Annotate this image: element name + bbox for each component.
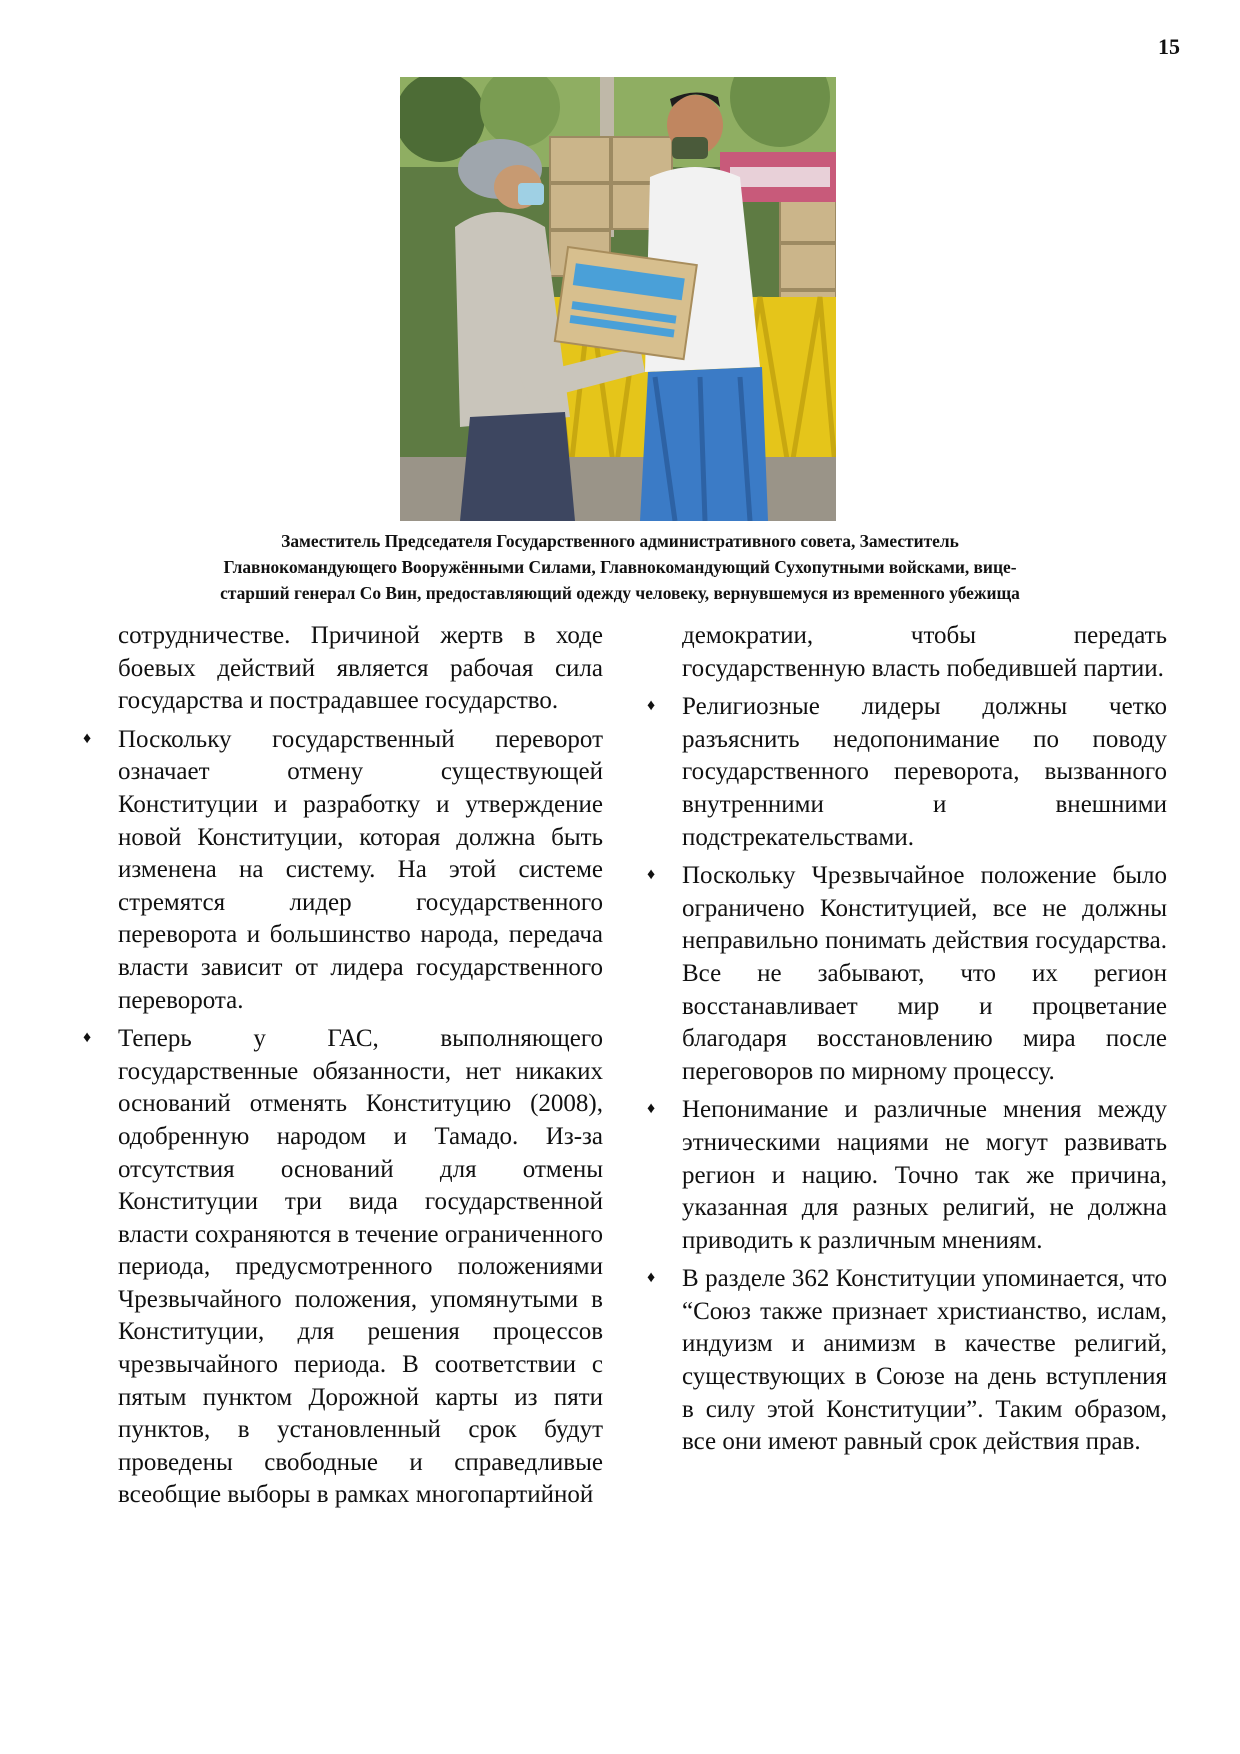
left-column <box>83 620 603 1518</box>
diamond-bullet-icon: ♦ <box>83 1029 92 1047</box>
caption-line-1: Заместитель Председателя Государственного административного совета, Заместитель <box>281 531 959 551</box>
list-item <box>647 860 1167 1088</box>
page-number: 15 <box>1158 34 1180 59</box>
left-intro-paragraph: сотрудничестве. Причиной жертв в ходе боевых действий является рабочая сила государства и пострадавшее государство. <box>118 622 603 715</box>
right-intro-paragraph: демократии, чтобы передать государственную власть победившей партии. <box>682 622 1167 682</box>
list-item-text: В разделе 362 Конституции упоминается, что “Союз также признает христианство, ислам, индуизм и анимизм в качестве религий, существующих в Союзе на день вступления в силу этой Конституции”. Таким образом, все они имеют равный срок действия прав. <box>682 1265 1167 1456</box>
list-item-text: Теперь у ГАС, выполняющего государственные обязанности, нет никаких оснований отменять Конституцию (2008), одобренную народом и Тамадо. Из-за отсутствия оснований для отмены Конституции три вида государственной власти сохраняются в течение ограниченного периода, предусмотренного положениями Чрезвычайного положения, упомянутыми в Конституции, для решения процессов чрезвычайного периода. В соответствии с пятым пунктом Дорожной карты из пяти пунктов, в установленный срок будут проведены свободные и справедливые всеобщие выборы в рамках многопартийной <box>118 1025 603 1509</box>
caption-line-3: старший генерал Со Вин, предоставляющий одежду человеку, вернувшемуся из временного убежища <box>220 583 1020 603</box>
list-item-text: Поскольку государственный переворот означает отмену существующей Конституции и разработку и утверждение новой Конституции, которая должна быть изменена на систему. На этой системе стремятся лидер государственного переворота и большинство народа, передача власти зависит от лидера государственного переворота. <box>118 725 603 1014</box>
list-item-text: Непонимание и различные мнения между этническими нациями не могут развивать регион и нацию. Точно так же причина, указанная для разных религий, не должна приводить к различным мнениям. <box>682 1096 1167 1254</box>
caption-line-2: Главнокомандующего Вооружёнными Силами, Главнокомандующий Сухопутными войсками, вице- <box>223 557 1017 577</box>
diamond-bullet-icon: ♦ <box>647 697 656 715</box>
diamond-bullet-icon: ♦ <box>647 1100 656 1118</box>
news-photo <box>400 77 836 521</box>
list-item <box>83 724 603 1017</box>
right-column <box>647 620 1167 1465</box>
diamond-bullet-icon: ♦ <box>83 729 92 747</box>
list-item <box>83 1023 603 1512</box>
diamond-bullet-icon: ♦ <box>647 1269 656 1287</box>
list-item <box>647 691 1167 854</box>
diamond-bullet-icon: ♦ <box>647 866 656 884</box>
list-item <box>647 1263 1167 1459</box>
photo-illustration <box>400 77 836 521</box>
list-item-text: Поскольку Чрезвычайное положение было ограничено Конституцией, все не должны неправильно понимать действия государства. Все не забывают, что их регион восстанавливает мир и процветание благодаря восстановлению мира после переговоров по мирному процессу. <box>682 862 1167 1085</box>
list-item-text: Религиозные лидеры должны четко разъяснить недопонимание по поводу государственного переворота, вызванного внутренними и внешними подстрекательствами. <box>682 693 1167 851</box>
photo-caption <box>110 528 1130 606</box>
list-item <box>647 1094 1167 1257</box>
